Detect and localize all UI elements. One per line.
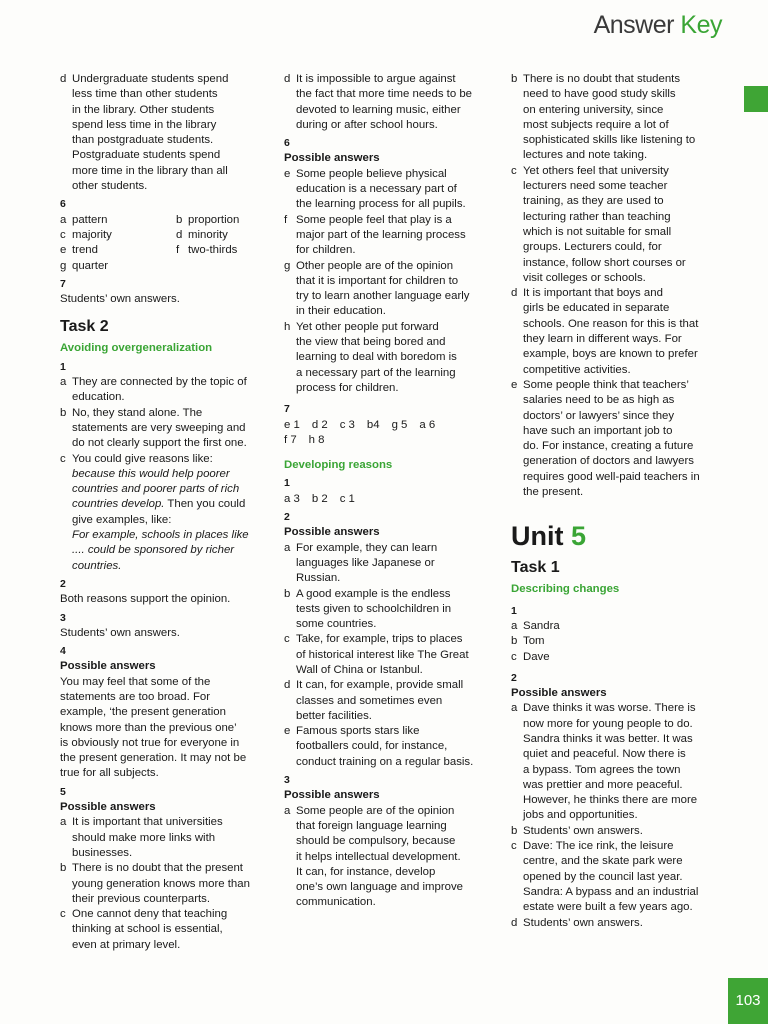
text-line: It can, for example, provide small <box>296 679 464 692</box>
answer-item: c One cannot deny that teaching thinking at school is essential, even at primary level. <box>60 907 275 953</box>
answer-item: d Students’ own answers. <box>511 916 731 931</box>
text-line: example, boys are known to prefer <box>523 348 698 361</box>
text-line: Sandra thinks it was better. It was <box>523 732 693 745</box>
text-line: For example, schools in places like <box>72 529 249 542</box>
text-line: tests given to schoolchildren in <box>296 602 452 615</box>
text-line: They are connected by the topic of <box>72 376 247 389</box>
question-number: 1 <box>511 604 517 617</box>
text-line: Some people think that teachers’ <box>523 378 689 391</box>
text-line: education. <box>72 391 125 404</box>
header-key: Key <box>680 11 722 39</box>
text-line: devoted to learning music, either <box>296 103 461 116</box>
answer-item: f Some people feel that play is a major part of the learning process for children. <box>284 213 499 259</box>
text-line: communication. <box>296 896 376 909</box>
multiline-text <box>523 378 731 500</box>
text-line: groups. Lecturers could, for <box>523 241 662 254</box>
multiline-text <box>296 587 499 633</box>
section-heading: Describing changes <box>511 583 620 596</box>
answer-item: c Dave <box>511 650 550 663</box>
text-line: Take, for example, trips to places <box>296 633 463 646</box>
question-number: 2 <box>60 577 66 590</box>
text-line: conduct training on a regular basis. <box>296 755 474 768</box>
text-line: knows more than the previous one’ <box>60 721 237 734</box>
question-number: 6 <box>284 137 290 150</box>
possible-answers-label: Possible answers <box>284 152 380 165</box>
column-2 <box>284 72 499 911</box>
column-1 <box>60 72 275 953</box>
multiline-text <box>72 528 275 574</box>
question-number: 7 <box>284 403 290 416</box>
multiline-text <box>523 164 731 286</box>
text-line: Dave: The ice rink, the leisure <box>523 840 674 853</box>
answer-item: b Students’ own answers. <box>511 824 731 839</box>
answer-item: a For example, they can learn languages like Japanese or Russian. <box>284 541 499 587</box>
answer-item: a Some people are of the opinion that foreign language learning should be compulsory, because it helps intellectual development. It can, for instance, develop one’s own language and improve communication. <box>284 804 499 911</box>
answer-item: d It can, for example, provide small classes and sometimes even better facilities. <box>284 678 499 724</box>
text-line: classes and sometimes even <box>296 694 443 707</box>
vocab-cell: b proportion <box>176 213 240 226</box>
answer-item: c Take, for example, trips to places of historical interest like The Great Wall of China or Istanbul. <box>284 632 499 678</box>
text-line: that it is important for children to <box>296 274 459 287</box>
text-line: Dave thinks it was worse. There is <box>523 702 696 715</box>
text-line: Some people are of the opinion <box>296 804 455 817</box>
multiline-text <box>72 467 275 498</box>
text-line: However, he thinks there are more <box>523 794 698 807</box>
answer-row <box>284 492 499 507</box>
text-line: There is no doubt that the present <box>72 862 243 875</box>
multiline-text <box>72 907 275 953</box>
column-3 <box>511 72 731 931</box>
answer-text: Both reasons support the opinion. <box>60 593 231 606</box>
text-line: footballers could, for instance, <box>296 740 448 753</box>
multiline-text <box>72 375 275 406</box>
section-tab-marker <box>744 86 768 112</box>
text-line: Russian. <box>296 572 341 585</box>
text-line: learning to deal with boredom is <box>296 351 457 364</box>
text-line: competitive activities. <box>523 363 631 376</box>
answer-text: give examples, like: <box>72 513 172 526</box>
answer-item: a It is important that universities should make more links with businesses. <box>60 815 275 861</box>
text-line: lecturers need some teacher <box>523 180 668 193</box>
multiline-text <box>296 320 499 396</box>
text-line: Wall of China or Istanbul. <box>296 663 423 676</box>
possible-answers-label: Possible answers <box>511 687 607 700</box>
text-line: languages like Japanese or <box>296 556 435 569</box>
text-line: Some people believe physical <box>296 167 447 180</box>
multiline-text <box>523 839 731 915</box>
multiline-text <box>296 167 499 213</box>
answer-text: Students’ own answers. <box>60 626 180 639</box>
vocab-cell: d minority <box>176 228 228 241</box>
question-number: 3 <box>284 774 290 787</box>
answer-token: b4 <box>366 418 380 431</box>
text-line: most subjects require a lot of <box>523 118 669 131</box>
answer-token: e 1 <box>284 418 300 431</box>
text-line: for children. <box>296 244 356 257</box>
page-header <box>593 11 722 39</box>
text-line: No, they stand alone. The <box>72 406 203 419</box>
text-line: generation of doctors and lawyers <box>523 455 694 468</box>
answer-item: e Famous sports stars like footballers could, for instance, conduct training on a regular basis. <box>284 724 499 770</box>
vocab-cell: c majority <box>60 228 112 241</box>
page-number: 103 <box>728 978 768 1024</box>
possible-answers-label: Possible answers <box>60 660 156 673</box>
text-line: You may feel that some of the <box>60 675 211 688</box>
answer-item: c You could give reasons like: because this would help poorer countries and poorer parts of rich countries develop. Then you could give examples, like: For example, schools in places like .... could be sponsored by richer countries. <box>60 452 275 574</box>
answer-token: c 1 <box>339 492 355 505</box>
text-line: Undergraduate students spend <box>72 73 229 85</box>
text-line: businesses. <box>72 846 133 859</box>
text-line: even at primary level. <box>72 938 181 951</box>
section-heading: Developing reasons <box>284 459 393 472</box>
multiline-text <box>296 632 499 678</box>
text-line: spend less time in the library <box>72 118 217 131</box>
text-line: Famous sports stars like <box>296 725 420 738</box>
text-line: lectures and note taking. <box>523 149 648 162</box>
text-line: the learning process for all pupils. <box>296 198 466 211</box>
text-line: requires good well-paid teachers in <box>523 470 700 483</box>
text-line: Some people feel that play is a <box>296 213 452 226</box>
answer-item: b No, they stand alone. The statements are very sweeping and do not clearly support the first one. <box>60 406 275 452</box>
text-line: countries and poorer parts of rich <box>72 483 240 496</box>
vocab-cell: a pattern <box>60 213 108 226</box>
text-line: girls be educated in separate <box>523 302 670 315</box>
text-line: quiet and peaceful. Now there is <box>523 748 686 761</box>
answer-item: e Some people believe physical education is a necessary part of the learning process for all pupils. <box>284 167 499 213</box>
answer-row <box>284 433 499 448</box>
text-line: opened by the council last year. <box>523 870 683 883</box>
text-line: It is important that universities <box>72 816 223 829</box>
multiline-text <box>72 72 275 194</box>
text-line: young generation knows more than <box>72 877 250 890</box>
vocab-grid <box>60 213 275 274</box>
text-line: countries. <box>72 559 122 572</box>
text-line: centre, and the skate park were <box>523 855 683 868</box>
answer-item: c Dave: The ice rink, the leisure centre, and the skate park were opened by the council last year. Sandra: A bypass and an industrial estate were built a few years ago. <box>511 839 731 915</box>
text-line: salaries need to be as high as <box>523 394 675 407</box>
text-line: more time in the library than all <box>72 164 228 177</box>
question-number: 1 <box>60 360 66 373</box>
multiline-text <box>72 861 275 907</box>
multiline-text <box>296 724 499 770</box>
question-number: 3 <box>60 611 66 624</box>
text-line: training, as they are used to <box>523 195 664 208</box>
text-line: visit colleges or schools. <box>523 271 646 284</box>
text-line: a necessary part of the learning <box>296 366 456 379</box>
text-line: which is not suitable for small <box>523 225 672 238</box>
text-line: that foreign language learning <box>296 819 447 832</box>
answer-token: a 3 <box>284 492 300 505</box>
answer-list <box>511 619 731 665</box>
text-line: have such an important job to <box>523 424 673 437</box>
answer-item: b There is no doubt that students need to have good study skills on entering university, since most subjects require a lot of sophisticated skills like listening to lectures and note taking. <box>511 72 731 164</box>
answer-text: Students’ own answers. <box>60 293 180 306</box>
section-heading: Avoiding overgeneralization <box>60 342 213 355</box>
text-line: they learn in different ways. For <box>523 333 682 346</box>
text-line: should make more links with <box>72 831 216 844</box>
text-line: Yet others feel that university <box>523 164 669 177</box>
answer-item: b Tom <box>511 635 545 648</box>
text-line: Sandra: A bypass and an industrial <box>523 885 699 898</box>
text-line: the present generation. It may not be <box>60 752 247 765</box>
question-number: 1 <box>284 477 290 490</box>
text-line: estate were built a few years ago. <box>523 901 693 914</box>
answer-text: countries develop. Then you could <box>72 498 246 511</box>
answer-token: h 8 <box>308 433 325 446</box>
text-line: better facilities. <box>296 709 372 722</box>
answer-item: b There is no doubt that the present young generation knows more than their previous counterparts. <box>60 861 275 907</box>
text-line: was prettier and more peaceful. <box>523 778 683 791</box>
text-line: Postgraduate students spend <box>72 149 221 162</box>
text-line: the present. <box>523 486 584 499</box>
text-line: less time than other students <box>72 88 218 101</box>
multiline-text <box>72 406 275 452</box>
text-line: because this would help poorer <box>72 467 230 480</box>
text-line: than postgraduate students. <box>72 134 214 147</box>
text-line: One cannot deny that teaching <box>72 908 228 921</box>
text-line: example, ‘the present generation <box>60 706 226 719</box>
possible-answers-label: Possible answers <box>284 789 380 802</box>
answer-item: g Other people are of the opinion that it is important for children to try to learn another language early in their education. <box>284 259 499 320</box>
text-line: of historical interest like The Great <box>296 648 469 661</box>
vocab-cell: g quarter <box>60 259 109 272</box>
text-line: major part of the learning process <box>296 228 466 241</box>
answer-item: c Yet others feel that university lecturers need some teacher training, as they are used to lecturing rather than teaching which is not suitable for small groups. Lecturers could, for instance, follow short courses or visit colleges or schools. <box>511 164 731 286</box>
multiline-text <box>523 701 731 823</box>
question-number: 4 <box>60 645 66 658</box>
multiline-text <box>296 259 499 320</box>
text-line: on entering university, since <box>523 103 664 116</box>
text-line: try to learn another language early <box>296 290 470 303</box>
text-line: is obviously not true for everyone in <box>60 736 240 749</box>
text-line: education is a necessary part of <box>296 183 457 196</box>
answer-item: a Dave thinks it was worse. There is now more for young people to do. Sandra thinks it was better. It was quiet and peaceful. Now there is a bypass. Tom agrees the town was prettier and more peaceful. However, he thinks there are more jobs and opportunities. <box>511 701 731 823</box>
text-line: the fact that more time needs to be <box>296 88 473 101</box>
multiline-text <box>60 675 275 782</box>
task-heading: Task 1 <box>511 559 560 577</box>
answer-token: a 6 <box>419 418 436 431</box>
text-line: other students. <box>72 180 148 193</box>
multiline-text <box>523 72 731 164</box>
multiline-text <box>523 286 731 378</box>
text-line: true for all subjects. <box>60 767 159 780</box>
text-line: Other people are of the opinion <box>296 259 454 272</box>
possible-answers-label: Possible answers <box>284 526 380 539</box>
multiline-text <box>72 815 275 861</box>
multiline-text <box>296 541 499 587</box>
text-line: in the library. Other students <box>72 103 215 116</box>
unit-heading: Unit 5 <box>511 521 587 552</box>
text-line: some countries. <box>296 618 377 631</box>
text-line: a bypass. Tom agrees the town <box>523 763 681 776</box>
header-answer: Answer <box>593 11 674 39</box>
text-line: lecturing rather than teaching <box>523 210 671 223</box>
text-line: should be compulsory, because <box>296 835 456 848</box>
text-line: jobs and opportunities. <box>523 809 638 822</box>
answer-text: Students’ own answers. <box>523 824 643 837</box>
answer-text: You could give reasons like: <box>72 452 213 465</box>
text-line: one’s own language and improve <box>296 881 463 894</box>
vocab-cell: f two-thirds <box>176 244 238 257</box>
text-line: now more for young people to do. <box>523 717 693 730</box>
answer-item: b A good example is the endless tests given to schoolchildren in some countries. <box>284 587 499 633</box>
text-line: schools. One reason for this is that <box>523 317 699 330</box>
text-line: Yet other people put forward <box>296 320 439 333</box>
text-line: .... could be sponsored by richer <box>72 544 235 557</box>
answer-row <box>284 418 499 433</box>
text-line: sophisticated skills like listening to <box>523 134 696 147</box>
answer-item: a Sandra <box>511 619 560 632</box>
answer-token: c 3 <box>339 418 355 431</box>
text-line: process for children. <box>296 381 399 394</box>
text-line: it helps intellectual development. <box>296 850 461 863</box>
multiline-text <box>296 213 499 259</box>
text-line: their previous counterparts. <box>72 892 211 905</box>
text-line: There is no doubt that students <box>523 73 681 85</box>
text-line: do not clearly support the first one. <box>72 437 247 450</box>
text-line: It can, for instance, develop <box>296 865 436 878</box>
text-line: instance, follow short courses or <box>523 256 686 269</box>
question-number: 6 <box>60 198 66 211</box>
question-number: 2 <box>511 671 517 684</box>
text-line: statements are too broad. For <box>60 690 211 703</box>
text-line: need to have good study skills <box>523 88 676 101</box>
text-line: in their education. <box>296 305 386 318</box>
answer-token: d 2 <box>311 418 328 431</box>
answer-token: f 7 <box>284 433 297 446</box>
text-line: during or after school hours. <box>296 118 438 131</box>
multiline-text <box>296 804 499 911</box>
answer-item: h Yet other people put forward the view that being bored and learning to deal with boredom is a necessary part of the learning process for children. <box>284 320 499 396</box>
text-line: It is important that boys and <box>523 287 663 300</box>
answer-item: d Undergraduate students spend less time than other students in the library. Other students spend less time in the library than postgraduate students. Postgraduate students spend more time in the library than all other students. <box>60 72 275 194</box>
text-line: thinking at school is essential, <box>72 923 223 936</box>
text-line: statements are very sweeping and <box>72 421 246 434</box>
question-number: 7 <box>60 277 66 290</box>
text-line: A good example is the endless <box>296 587 451 600</box>
answer-item: e Some people think that teachers’ salaries need to be as high as doctors’ or lawyers’ since they have such an important job to do. For instance, creating a future generation of doctors and lawyers requires good well-paid teachers in the present. <box>511 378 731 500</box>
vocab-cell: e trend <box>60 244 98 257</box>
answer-token: b 2 <box>311 492 328 505</box>
text-line: the view that being bored and <box>296 336 446 349</box>
possible-answers-label: Possible answers <box>60 801 156 814</box>
text-line: It is impossible to argue against <box>296 73 456 85</box>
answer-token: g 5 <box>391 418 408 431</box>
question-number: 2 <box>284 511 290 524</box>
answer-item: d It is impossible to argue against the fact that more time needs to be devoted to learning music, either during or after school hours. <box>284 72 499 133</box>
text-line: doctors’ or lawyers’ since they <box>523 409 675 422</box>
multiline-text <box>296 72 499 133</box>
answer-item: a They are connected by the topic of education. <box>60 375 275 406</box>
multiline-text <box>296 678 499 724</box>
answer-item: d It is important that boys and girls be educated in separate schools. One reason for this is that they learn in different ways. For example, boys are known to prefer competitive activities. <box>511 286 731 378</box>
answer-text: Students’ own answers. <box>523 916 643 929</box>
text-line: do. For instance, creating a future <box>523 440 694 453</box>
text-line: For example, they can learn <box>296 541 438 554</box>
question-number: 5 <box>60 785 66 798</box>
task-heading: Task 2 <box>60 318 109 336</box>
